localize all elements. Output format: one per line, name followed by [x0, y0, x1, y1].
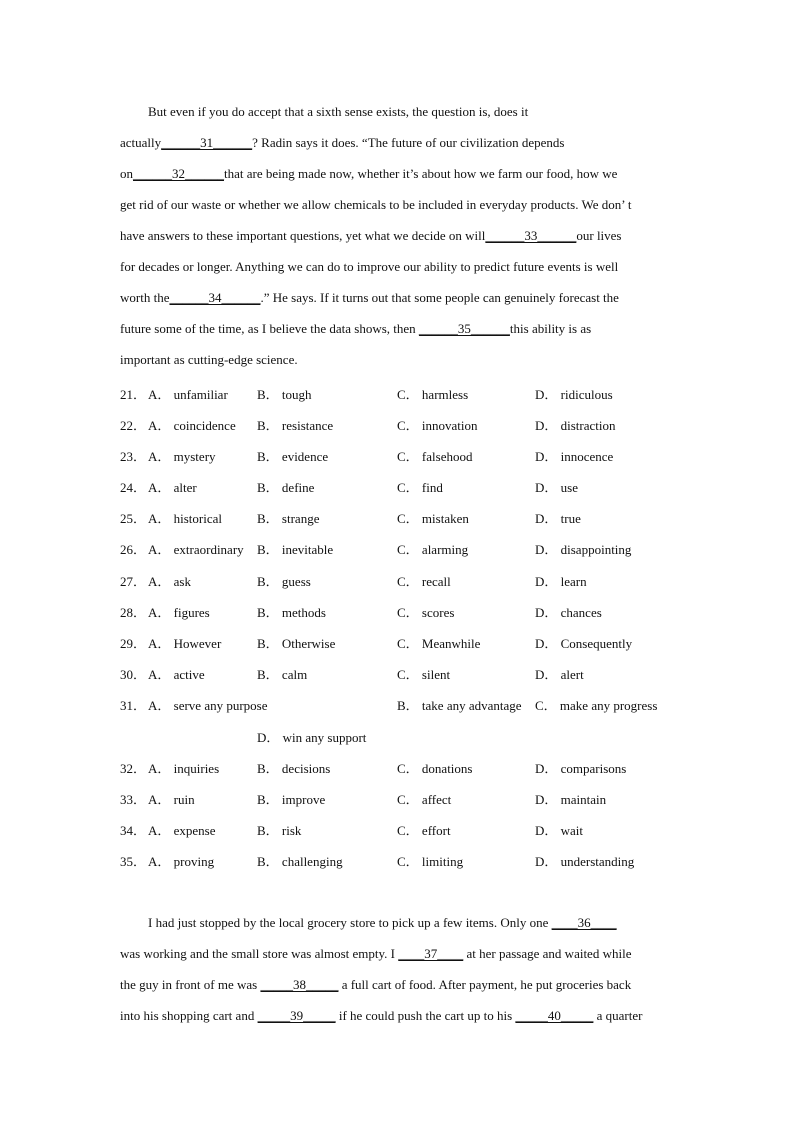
option-c: C． find: [397, 480, 443, 495]
passage1-line-6: [120, 259, 618, 275]
passage-text: have answers to these important questions, yet what we decide on will: [120, 228, 486, 243]
option-c: C． falsehood: [397, 449, 473, 464]
blank-38: _____38_____: [260, 977, 339, 992]
option-c: C． limiting: [397, 854, 464, 869]
option-b: B． Otherwise: [257, 636, 336, 651]
option-a: A． active: [148, 667, 205, 682]
option-b: B． methods: [257, 605, 326, 620]
option-d: D． innocence: [535, 449, 614, 464]
passage-text: the guy in front of me was: [120, 977, 261, 992]
passage-text: get rid of our waste or whether we allow chemicals to be included in everyday products. We don’ t: [120, 197, 632, 212]
option-a: A． mystery: [148, 449, 216, 464]
option-d: D． true: [535, 511, 581, 526]
blank-39: _____39_____: [257, 1008, 336, 1023]
passage1-line-7: [120, 290, 619, 306]
option-b: B． improve: [257, 792, 326, 807]
question-number: 35．: [120, 854, 147, 869]
option-b: B． decisions: [257, 761, 331, 776]
option-b: B． guess: [257, 574, 311, 589]
option-a: A． inquiries: [148, 761, 220, 776]
question-number: 29．: [120, 636, 147, 651]
option-c: C． scores: [397, 605, 455, 620]
passage2-line-1: [148, 915, 617, 931]
option-d: D． chances: [535, 605, 602, 620]
option-c: C． donations: [397, 761, 473, 776]
option-a: A． historical: [148, 511, 223, 526]
blank-37: ____37____: [398, 946, 464, 961]
option-d: D． Consequently: [535, 636, 633, 651]
option-a: A． ask: [148, 574, 191, 589]
option-c: C． alarming: [397, 542, 469, 557]
option-a: A． unfamiliar: [148, 387, 228, 402]
option-c: C． harmless: [397, 387, 469, 402]
question-number: 23．: [120, 449, 147, 464]
question-number: 30．: [120, 667, 147, 682]
option-b: B． risk: [257, 823, 302, 838]
option-a: A． alter: [148, 480, 197, 495]
option-a: A． coincidence: [148, 418, 236, 433]
question-number: 27．: [120, 574, 147, 589]
passage-text: into his shopping cart and: [120, 1008, 258, 1023]
passage-text: future some of the time, as I believe the data shows, then: [120, 321, 419, 336]
question-number: 28．: [120, 605, 147, 620]
blank-31: ______31______: [161, 135, 253, 150]
option-a: A． expense: [148, 823, 216, 838]
option-d: D． win any support: [257, 730, 367, 745]
passage-text: a full cart of food. After payment, he put groceries back: [338, 977, 632, 992]
passage-text: important as cutting-edge science.: [120, 352, 298, 367]
passage-text: if he could push the cart up to his: [335, 1008, 516, 1023]
option-d: D． understanding: [535, 854, 635, 869]
passage2-line-4: [120, 1008, 642, 1024]
passage-text: .” He says. If it turns out that some people can genuinely forecast the: [260, 290, 619, 305]
passage-text: that are being made now, whether it’s about how we farm our food, how we: [224, 166, 618, 181]
option-b: B． inevitable: [257, 542, 334, 557]
option-d: D． wait: [535, 823, 584, 838]
passage-text: I had just stopped by the local grocery store to pick up a few items. Only one: [148, 915, 552, 930]
question-number: 22．: [120, 418, 147, 433]
blank-32: ______32______: [133, 166, 224, 181]
option-a: A． serve any purpose: [148, 698, 268, 713]
passage-text: at her passage and waited while: [463, 946, 632, 961]
option-c: C． innovation: [397, 418, 478, 433]
option-d: D． use: [535, 480, 578, 495]
option-a: A． proving: [148, 854, 215, 869]
option-d: D． disappointing: [535, 542, 632, 557]
option-d: D． ridiculous: [535, 387, 613, 402]
option-d: D． maintain: [535, 792, 607, 807]
question-number: 24．: [120, 480, 147, 495]
passage-text: for decades or longer. Anything we can do to improve our ability to predict future events is well: [120, 259, 619, 274]
option-a: A． extraordinary: [148, 542, 244, 557]
passage1-line-3: [120, 166, 617, 182]
blank-36: ____36____: [551, 915, 617, 930]
blank-40: _____40_____: [515, 1008, 594, 1023]
question-number: 25．: [120, 511, 147, 526]
passage2-line-2: [120, 946, 631, 962]
option-c: C． silent: [397, 667, 451, 682]
passage1-line-8: [120, 321, 591, 337]
option-c: C． mistaken: [397, 511, 469, 526]
question-number: 32．: [120, 761, 147, 776]
option-c: C． effort: [397, 823, 451, 838]
passage1-line-1: [148, 104, 528, 120]
question-number: 33．: [120, 792, 147, 807]
passage-text: this ability is as: [509, 321, 592, 336]
option-d: D． alert: [535, 667, 584, 682]
option-a: A． figures: [148, 605, 210, 620]
option-d: D． learn: [535, 574, 587, 589]
passage-text: on: [120, 166, 133, 181]
option-b: B． challenging: [257, 854, 343, 869]
passage-text: But even if you do accept that a sixth sense exists, the question is, does it: [148, 104, 529, 119]
option-a: A． However: [148, 636, 222, 651]
passage-text: our lives: [576, 228, 622, 243]
option-b: B． tough: [257, 387, 312, 402]
question-number: 26．: [120, 542, 147, 557]
passage-text: ? Radin says it does. “The future of our civilization depends: [252, 135, 565, 150]
option-a: A． ruin: [148, 792, 195, 807]
option-d: D． comparisons: [535, 761, 627, 776]
blank-33: ______33______: [485, 228, 577, 243]
passage1-line-5: [120, 228, 622, 244]
option-c: C． make any progress: [535, 698, 658, 713]
option-b: B． resistance: [257, 418, 334, 433]
option-c: C． recall: [397, 574, 451, 589]
question-number: 31．: [120, 698, 147, 713]
passage-text: was working and the small store was almost empty. I: [120, 946, 399, 961]
option-c: C． Meanwhile: [397, 636, 481, 651]
passage-text: worth the: [120, 290, 170, 305]
option-d: D． distraction: [535, 418, 616, 433]
option-c: C． affect: [397, 792, 452, 807]
passage-text: a quarter: [593, 1008, 643, 1023]
option-b: B． define: [257, 480, 315, 495]
passage2-line-3: [120, 977, 631, 993]
option-b: B． take any advantage: [397, 698, 522, 713]
question-number: 34．: [120, 823, 147, 838]
question-number: 21．: [120, 387, 147, 402]
option-b: B． strange: [257, 511, 320, 526]
passage1-line-9: [120, 352, 298, 368]
option-b: B． evidence: [257, 449, 329, 464]
passage-text: actually: [120, 135, 162, 150]
passage1-line-4: [120, 197, 631, 213]
option-b: B． calm: [257, 667, 308, 682]
blank-35: ______35______: [418, 321, 510, 336]
blank-34: ______34______: [169, 290, 261, 305]
passage1-line-2: [120, 135, 564, 151]
